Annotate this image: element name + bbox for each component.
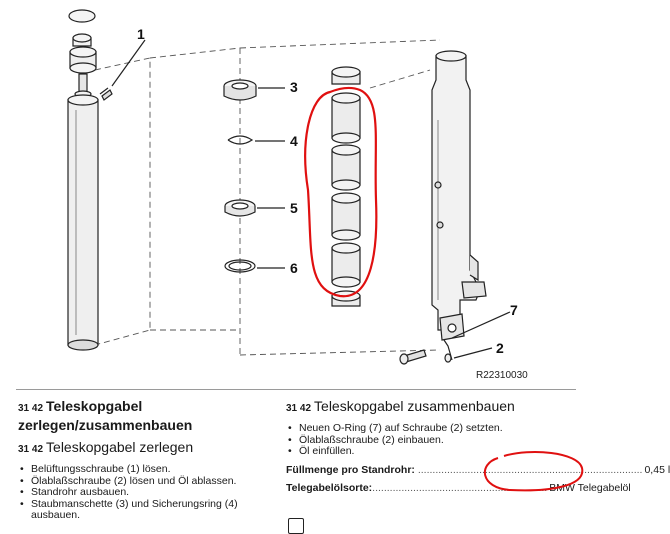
callout-4: 4 [290,133,298,149]
callout-1: 1 [137,26,145,42]
dot-leader: ............................................................ [372,481,548,494]
list-item: • Standrohr ausbauen. [18,487,276,499]
callout-5: 5 [290,200,298,216]
bushing-stack [332,67,360,306]
section-heading-disassemble: 31 42 Teleskopgabel zerlegen [18,439,194,455]
oil-type-value: BMW Telegabelöl [549,481,631,494]
callout-3: 3 [290,79,298,95]
oil-type-label: Telegabelölsorte: [286,481,373,494]
list-item: • Ölablaßschraube (2) lösen und Öl ablassen. [18,476,276,488]
dot-leader: ............................................................................. [414,463,643,476]
highlight-circle-fill-quantity [470,446,588,498]
callout-6: 6 [290,260,298,276]
section-heading-disassemble-assemble: 31 42 Teleskopgabel zerlegen/zusammenbauen [18,398,193,433]
disassemble-steps [18,464,276,522]
divider [16,389,576,390]
fill-quantity-label: Füllmenge pro Standrohr: [286,463,415,476]
callout-2: 2 [496,340,504,356]
list-item: • Belüftungsschraube (1) lösen. [18,464,276,476]
left-column [18,398,276,522]
slider-tube [432,51,486,340]
list-item: • Neuen O-Ring (7) auf Schraube (2) setzten. [286,423,578,435]
list-item: • Staubmanschette (3) und Sicherungsring (4) ausbauen. [18,499,276,522]
fill-quantity-value: 0,45 l [644,463,670,476]
section-heading-assemble: 31 42 Teleskopgabel zusammenbauen [286,398,515,414]
figure-code: R22310030 [476,370,528,381]
list-item: • Öl einfüllen. [286,446,578,458]
cap-nut [69,10,95,22]
callout-7: 7 [510,302,518,318]
list-item: • Ölablaßschraube (2) einbauen. [286,435,578,447]
note-box-icon [288,518,304,534]
